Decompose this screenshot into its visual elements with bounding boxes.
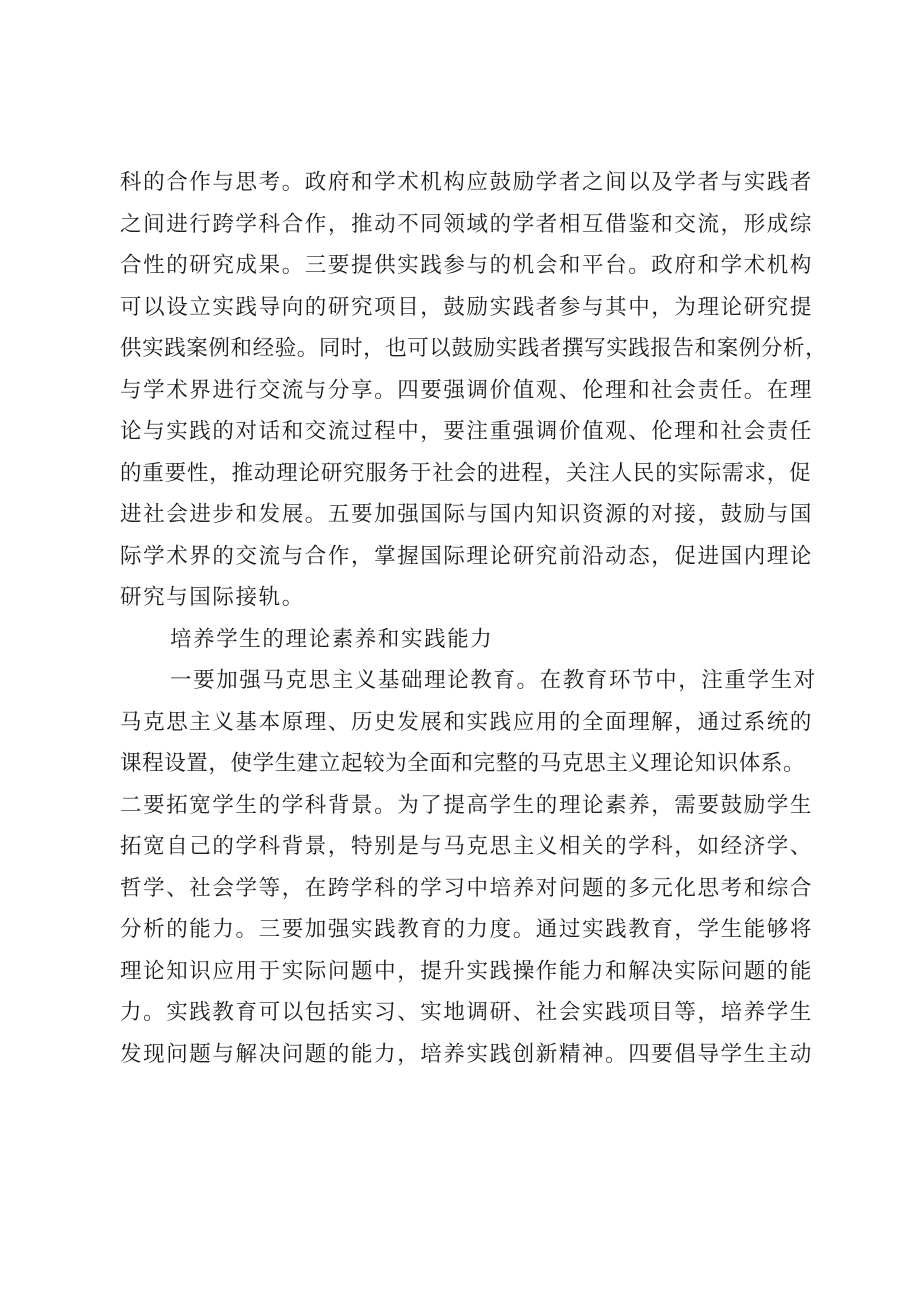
paragraph-line: 马克思主义基本原理、历史发展和实践应用的全面理解，通过系统的 <box>120 709 814 735</box>
paragraph-line: 二要拓宽学生的学科背景。为了提高学生的理论素养，需要鼓励学生 <box>120 792 814 818</box>
paragraph-line: 力。实践教育可以包括实习、实地调研、社会实践项目等，培养学生 <box>120 1000 814 1025</box>
paragraph-line: 际学术界的交流与合作，掌握国际理论研究前沿动态，促进国内理论 <box>120 543 814 569</box>
paragraph-line: 科的合作与思考。政府和学术机构应鼓励学者之间以及学者与实践者 <box>120 170 814 195</box>
paragraph-line: 与学术界进行交流与分享。四要强调价值观、伦理和社会责任。在理 <box>120 377 814 403</box>
paragraph-line: 的重要性，推动理论研究服务于社会的进程，关注人民的实际需求，促 <box>120 460 812 486</box>
paragraph-line: 进社会进步和发展。五要加强国际与国内知识资源的对接，鼓励与国 <box>120 502 814 527</box>
paragraph-line: 分析的能力。三要加强实践教育的力度。通过实践教育，学生能够将 <box>120 917 814 942</box>
body-text <box>120 162 828 1075</box>
paragraph-line: 课程设置，使学生建立起较为全面和完整的马克思主义理论知识体系。 <box>120 751 806 776</box>
paragraph-line: 研究与国际接轨。 <box>120 585 305 610</box>
paragraph-line: 理论知识应用于实际问题中，提升实践操作能力和解决实际问题的能 <box>120 958 814 984</box>
paragraph-line: 论与实践的对话和交流过程中，要注重强调价值观、伦理和社会责任 <box>120 419 814 444</box>
paragraph-line: 之间进行跨学科合作，推动不同领域的学者相互借鉴和交流，形成综 <box>120 211 814 237</box>
paragraph-line: 合性的研究成果。三要提供实践参与的机会和平台。政府和学术机构 <box>120 253 814 278</box>
section-heading: 培养学生的理论素养和实践能力 <box>170 626 494 652</box>
paragraph-line: 供实践案例和经验。同时，也可以鼓励实践者撰写实践报告和案例分析， <box>120 336 828 361</box>
paragraph-line: 哲学、社会学等，在跨学科的学习中培养对问题的多元化思考和综合 <box>120 875 814 901</box>
paragraph-line: 拓宽自己的学科背景，特别是与马克思主义相关的学科，如经济学、 <box>120 834 814 859</box>
paragraph-line: 可以设立实践导向的研究项目，鼓励实践者参与其中，为理论研究提 <box>120 294 814 320</box>
paragraph-line: 一要加强马克思主义基础理论教育。在教育环节中，注重学生对 <box>170 668 817 693</box>
paragraph-line: 发现问题与解决问题的能力，培养实践创新精神。四要倡导学生主动 <box>120 1041 814 1067</box>
